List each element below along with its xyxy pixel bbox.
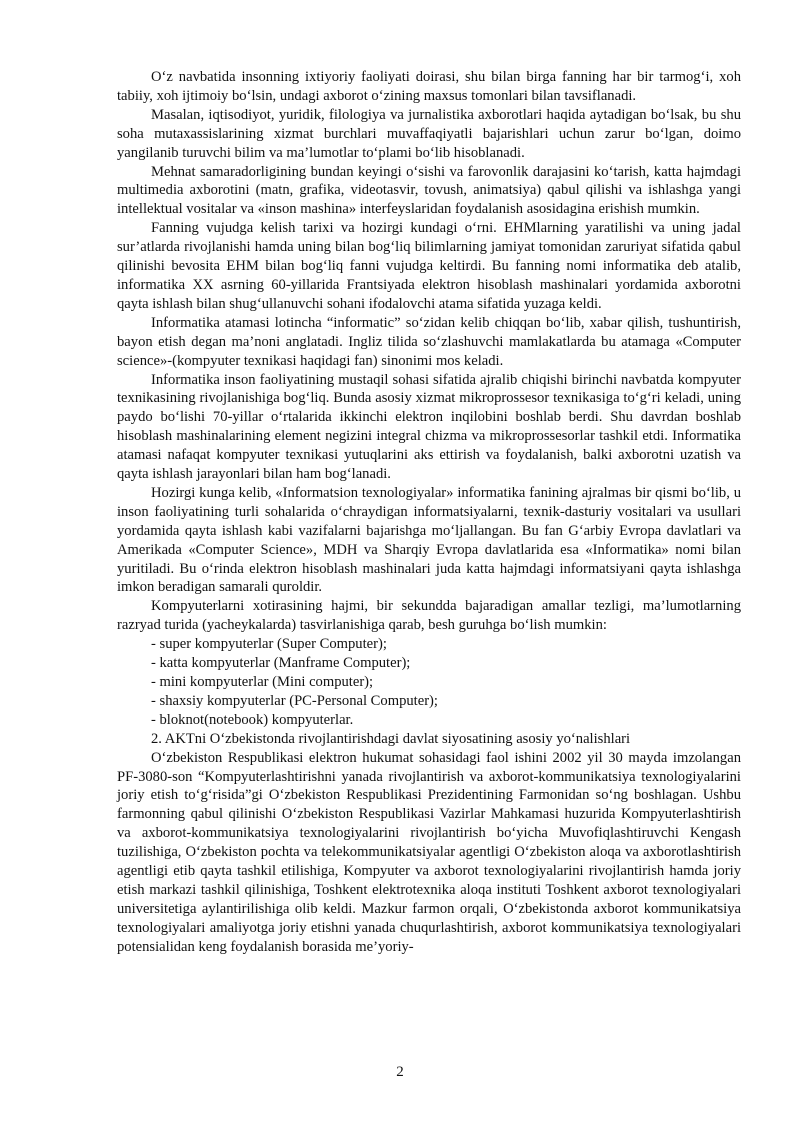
paragraph: Fanning vujudga kelish tarixi va hozirgi kundagi o‘rni. EHMlarning yaratilishi va uning jadal sur’atlarda rivojlanishi hamda uning bilan bog‘liq bilimlarning jamiyat tomonidan zaruriyat sifatida qabul qilinishi bevosita EHM bilan bog‘liq fanni vujudga keltirdi. Bu fanning nomi informatika deb atalib, informatika XX asrning 60-yillarida Frantsiyada elektron hisoblash mashinalari yordamida axborotni qayta ishlash bilan shug‘ullanuvchi sohani ifodalovchi atama sifatida yuzaga keldi. [117,220,741,312]
paragraph: Masalan, iqtisodiyot, yuridik, filologiya va jurnalistika axborotlari haqida aytadigan bo‘lsak, bu shu soha mutaxassislarining xizmat burchlari muvaffaqiyatli bajarishlari uchun zarur bo‘lgan, doimo yangilanib turuvchi bilim va ma’lumotlar to‘plami bo‘lib hisoblanadi. [117,106,741,161]
paragraph: O‘z navbatida insonning ixtiyoriy faoliyati doirasi, shu bilan birga fanning har bir tarmog‘i, xoh tabiiy, xoh ijtimoiy bo‘lsin, undagi axborot o‘zining maxsus tomonlari bilan tavsiflanadi. [117,69,741,104]
list-item: - katta kompyuterlar (Manframe Computer); [151,655,411,672]
paragraph: Informatika atamasi lotincha “informatic” so‘zidan kelib chiqqan bo‘lib, xabar qilish, tushuntirish, bayon etish degan ma’noni anglatadi. Ingliz tilida so‘zlashuvchi mamlakatlarda bu atamaga «Computer science»-(kompyuter texnikasi haqidagi fan) sinonimi mos keladi. [117,314,741,369]
paragraph: Mehnat samaradorligining bundan keyingi o‘sishi va farovonlik darajasini ko‘tarish, katta hajmdagi multimedia axborotini (matn, grafika, videotasvir, tovush, animatsiya) qabul qilishi va ishlashga yangi intellektual vositalar va «inson mashina» interfeyslaridan foydalanish asosidagina erishish mumkin. [117,163,741,218]
list-item: - shaxsiy kompyuterlar (PC-Personal Computer); [151,692,438,709]
list-item: - bloknot(notebook) kompyuterlar. [151,711,354,728]
computer-types-list [117,635,741,730]
list-item: - mini kompyuterlar (Mini computer); [151,674,374,690]
list-item: - super kompyuterlar (Super Computer); [151,636,387,653]
document-page [117,68,741,957]
paragraph: Hozirgi kunga kelib, «Informatsion texnologiyalar» informatika fanining ajralmas bir qismi bo‘lib, u inson faoliyatining turli sohalarida o‘chraydigan informatsiyalarni, texnik-dasturiy vositalari va usullari yordamida qayta ishlash kabi vazifalarni bajarishga mo‘ljallangan. Bu fan G‘arbiy Evropa davlatlari va Amerikada «Computer Science», MDH va Sharqiy Evropa davlatlarida esa «Informatika» nomi bilan yuritiladi. Bu o‘rinda elektron hisoblash mashinalari juda katta hajmdagi informatsiyani qayta ishlashga imkon beradigan samarali quroldir. [117,484,741,596]
page-number: 2 [396,1064,404,1080]
section-heading: 2. AKTni O‘zbekistonda rivojlantirishdagi davlat siyosatining asosiy yo‘nalishlari [151,730,631,747]
paragraph: O‘zbekiston Respublikasi elektron hukumat sohasidagi faol ishini 2002 yil 30 mayda imzolangan PF-3080-son “Kompyuterlashtirishni yanada rivojlantirish va axborot-kommunikatsiya texnologiyalarini joriy etish to‘g‘risida”gi O‘zbekiston Respublikasi Prezidentining Farmonidan so‘ng boshlagan. Ushbu farmonning qabul qilinishi O‘zbekiston Respublikasi Vazirlar Mahkamasi huzurida Kompyuterlashtirish va axborot-kommunikatsiya texnologiyalarini rivojlantirish bo‘yicha Muvofiqlashtiruvchi Kengash tuzilishiga, O‘zbekiston pochta va telekommunikatsiyalar agentligi O‘zbekiston aloqa va axborotlashtirish agentligi etib qayta tashkil etilishiga, Kompyuter va axborot texnologiyalarini rivojlantirish hamda joriy etish markazi tashkil qilinishiga, Toshkent elektrotexnika aloqa instituti Toshkent axborot texnologiyalari universitetiga aylantirilishiga olib keldi. Mazkur farmon orqali, O‘zbekistonda axborot kommunikatsiya texnologiyalari amaliyotga joriy etishni yanada chuqurlashtirish, axborot kommunikatsiya texnologiyalari potensialidan keng foydalanish borasida me’yoriy- [117,749,741,955]
paragraph: Kompyuterlarni xotirasining hajmi, bir sekundda bajaradigan amallar tezligi, ma’lumotlarning razryad turida (yacheykalarda) tasvirlanishiga qarab, besh guruhga bo‘lish mumkin: [117,598,741,634]
paragraph: Informatika inson faoliyatining mustaqil sohasi sifatida ajralib chiqishi birinchi navbatda kompyuter texnikasining rivojlanishiga bog‘liq. Bunda asosiy xizmat mikroprossesor texnikasiga to‘g‘ri keladi, uning paydo bo‘lishi 70-yillar o‘rtalarida ikkinchi elektron inqilobini boshlab berdi. Shu davrdan boshlab hisoblash mashinalarining element negizini integral chizma va mikroprossesorlar tashkil etdi. Informatika atamasi nafaqat kompyuter texnikasi yutuqlarini aks ettirish va foydalanish, balki axborotni uzatish va qayta ishlash jarayonlari bilan ham bog‘lanadi. [117,371,741,483]
